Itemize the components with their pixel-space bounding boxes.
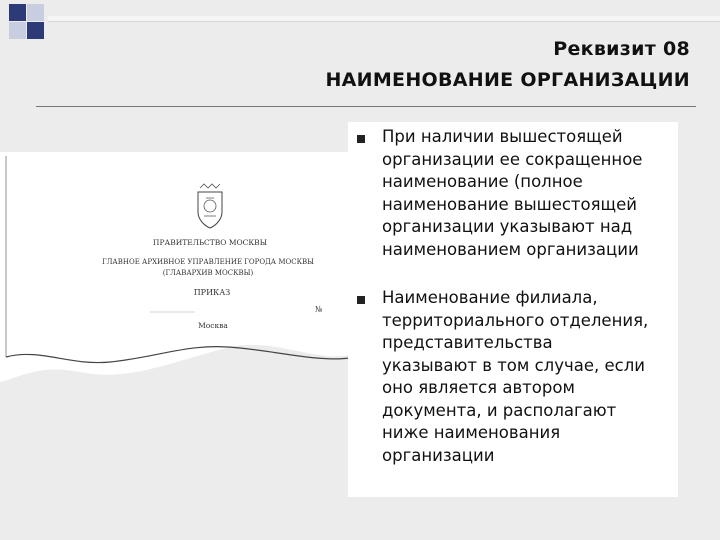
bullet-text-branch-name: Наименование филиала, территориального отделения, представительства указывают в том случае, если оно является автором документа, и располагают ниже наименования организации [382,288,649,465]
bullet-panel [348,122,678,497]
doc-line-archive-short: (ГЛАВАРХИВ МОСКВЫ) [162,269,254,277]
bullet-marker-2 [357,296,365,304]
doc-place: Москва [198,321,228,330]
title-divider [36,106,696,107]
header-squares-graphic [0,0,720,40]
slide-title-name: НАИМЕНОВАНИЕ ОРГАНИЗАЦИИ [325,69,690,91]
square-light-2 [9,22,26,39]
doc-line-government: ПРАВИТЕЛЬСТВО МОСКВЫ [152,238,268,247]
doc-number-sign: № [315,305,323,314]
bullet-marker-1 [357,135,365,143]
document-sample-image [0,152,360,402]
bullet-text-superior-organization: При наличии вышестоящей организации ее сокращенное наименование (полное наименование вышестоящей организации указывают над наименованием организации [382,127,643,259]
slide-title-requisite: Реквизит 08 [553,38,690,60]
doc-line-archive-department: ГЛАВНОЕ АРХИВНОЕ УПРАВЛЕНИЕ ГОРОДА МОСКВЫ [101,258,315,266]
square-dark-2 [27,22,44,39]
header-decoration [0,0,720,36]
square-light-1 [27,4,44,21]
doc-type-order: ПРИКАЗ [193,288,231,297]
square-dark-1 [9,4,26,21]
